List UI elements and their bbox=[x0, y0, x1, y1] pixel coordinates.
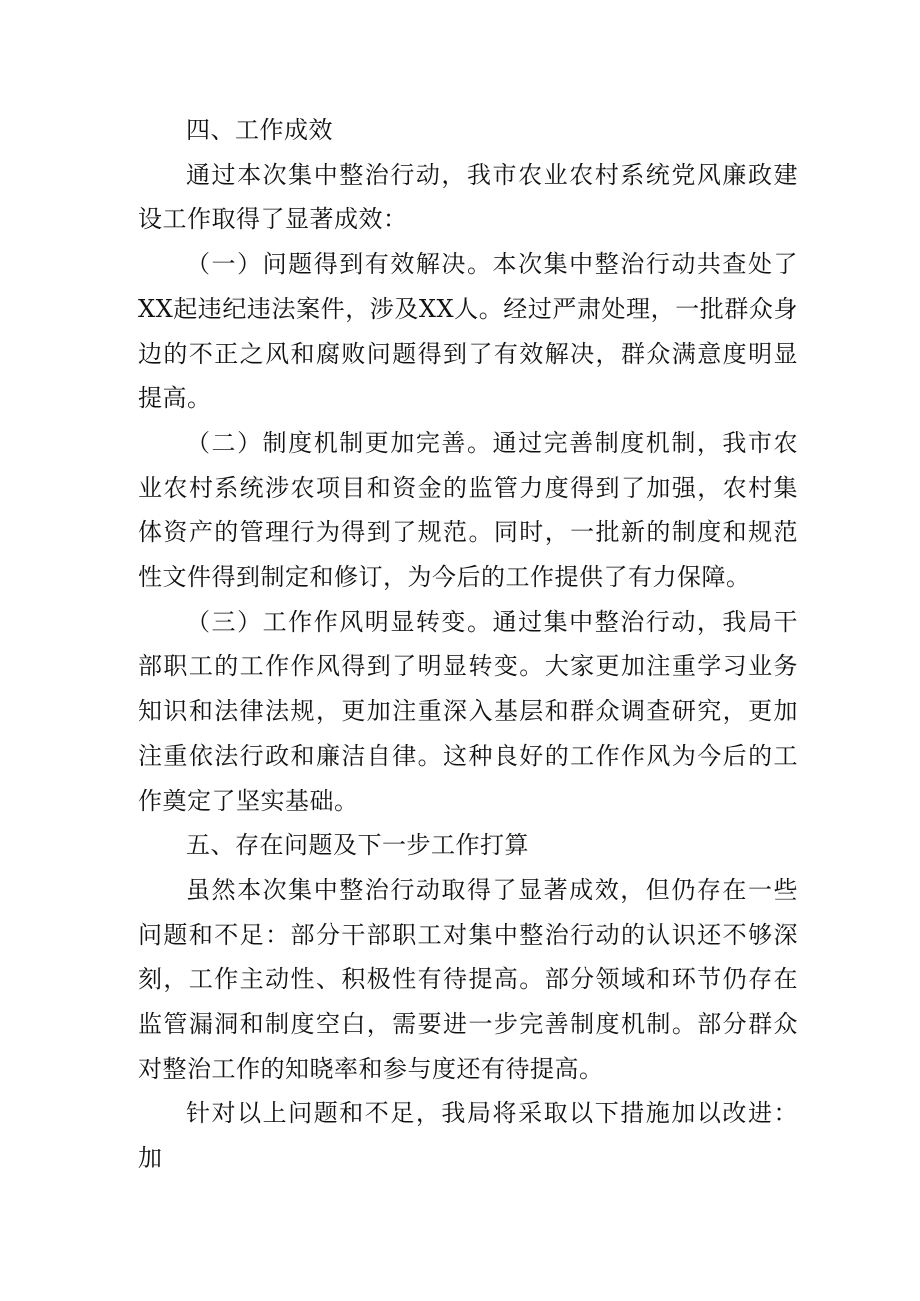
section-heading-achievements: 四、工作成效 bbox=[186, 116, 333, 144]
paragraph-item-1: （一）问题得到有效解决。本次集中整治行动共查处了XX起违纪违法案件，涉及XX人。经过严肃处理，一批群众身边的不正之风和腐败问题得到了有效解决，群众满意度明显提高。 bbox=[138, 250, 798, 413]
paragraph-item-3: （三）工作作风明显转变。通过集中整治行动，我局干部职工的工作作风得到了明显转变。大家更加注重学习业务知识和法律法规，更加注重深入基层和群众调查研究，更加注重依法行政和廉洁自律。这种良好的工作作风为今后的工作奠定了坚实基础。 bbox=[138, 607, 798, 815]
paragraph-item-2: （二）制度机制更加完善。通过完善制度机制，我市农业农村系统涉农项目和资金的监管力度得到了加强，农村集体资产的管理行为得到了规范。同时，一批新的制度和规范性文件得到制定和修订，为今后的工作提供了有力保障。 bbox=[138, 428, 798, 592]
document-body bbox=[138, 108, 798, 1181]
paragraph-measures: 针对以上问题和不足，我局将采取以下措施加以改进：加 bbox=[138, 1099, 798, 1173]
section-heading-problems: 五、存在问题及下一步工作打算 bbox=[186, 831, 529, 860]
paragraph-intro: 通过本次集中整治行动，我市农业农村系统党风廉政建设工作取得了显著成效： bbox=[138, 160, 798, 234]
paragraph-problems: 虽然本次集中整治行动取得了显著成效，但仍存在一些问题和不足：部分干部职工对集中整治行动的认识还不够深刻，工作主动性、积极性有待提高。部分领域和环节仍存在监管漏洞和制度空白，需要进一步完善制度机制。部分群众对整治工作的知晓率和参与度还有待提高。 bbox=[138, 875, 798, 1083]
